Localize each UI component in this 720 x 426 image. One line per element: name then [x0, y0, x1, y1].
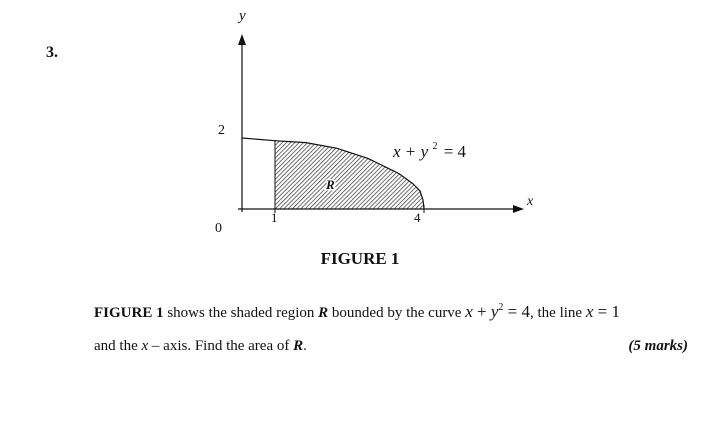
line-equation-inline: [586, 302, 620, 321]
curve-label-rhs: = 4: [443, 142, 467, 161]
math-y: y: [490, 302, 499, 321]
curve-equation-inline: [465, 302, 530, 321]
region-ref: R: [293, 338, 304, 354]
figure-caption: FIGURE 1: [320, 249, 400, 268]
y-tick-label-2: 2: [218, 123, 225, 138]
text-segment: , the line: [530, 305, 586, 321]
math-equals-1: = 1: [593, 302, 620, 321]
x-tick-label-1: 1: [271, 210, 278, 225]
question-text-line-2: [94, 338, 307, 355]
math-x: x: [585, 302, 594, 321]
curve-label-plus: +: [405, 142, 416, 161]
region-ref: R: [318, 305, 329, 321]
y-axis-label: y: [239, 8, 246, 24]
question-number: 3.: [46, 44, 58, 61]
curve-equation-label: [392, 134, 467, 161]
axis-ref-x: x: [141, 338, 149, 354]
x-axis-label: x: [527, 194, 534, 209]
math-x: x: [465, 302, 473, 321]
origin-label: 0: [215, 221, 222, 236]
x-tick-label-4: 4: [414, 210, 421, 225]
curve-label-y: y: [420, 142, 429, 161]
math-plus: +: [472, 302, 491, 321]
text-segment: shows the shaded region: [163, 305, 319, 321]
curve-label-exponent: 2: [432, 141, 438, 152]
text-segment: .: [303, 338, 307, 354]
question-text-line-1: [94, 302, 620, 322]
y-axis-arrow-icon: [238, 34, 246, 45]
region-label-r: R: [326, 177, 335, 192]
x-axis-arrow-icon: [513, 205, 524, 213]
marks-label: (5 marks): [628, 338, 688, 354]
curve-label-x: x: [393, 142, 401, 161]
text-segment: – axis. Find the area of: [148, 338, 294, 354]
text-segment: and the: [94, 338, 142, 354]
figure-ref: FIGURE 1: [94, 305, 164, 321]
math-exponent: 2: [498, 302, 504, 313]
math-equals-4: = 4: [503, 302, 530, 321]
text-segment: bounded by the curve: [328, 305, 466, 321]
